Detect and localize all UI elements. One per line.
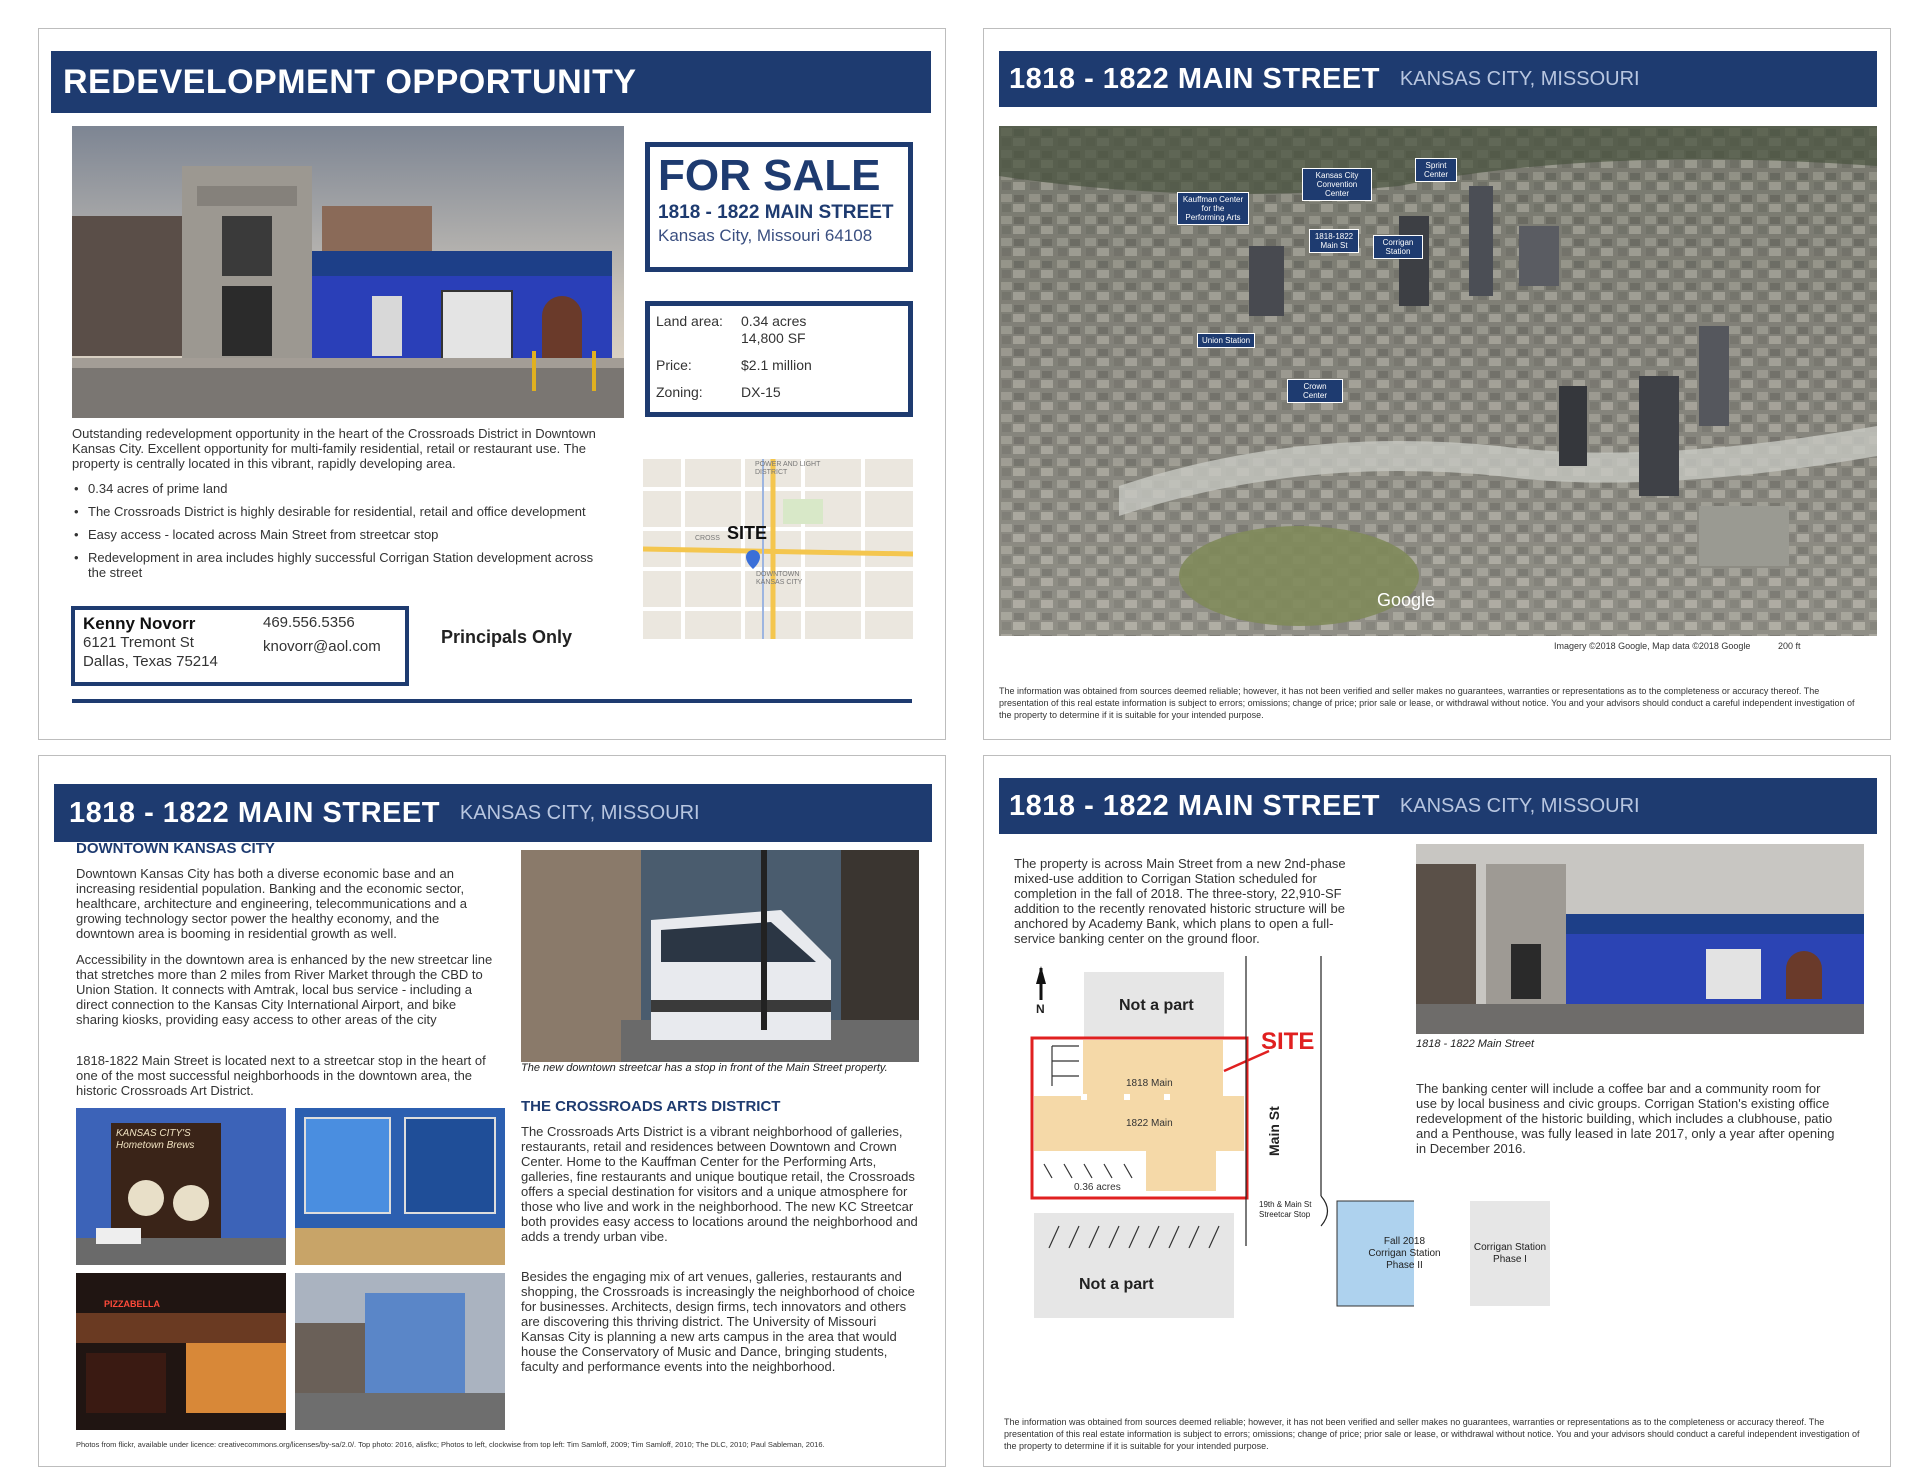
map-site-label: SITE <box>727 523 768 543</box>
callout-site: 1818-1822 Main St <box>1309 229 1359 253</box>
page3-banner-city: KANSAS CITY, MISSOURI <box>459 801 700 824</box>
mural-text: KANSAS CITY'S Hometown Brews <box>116 1128 195 1151</box>
photo-credits: Photos from flickr, available under licence: creativecommons.org/licenses/by-sa/2.0/. Top photo: 2016, alisfkc; Photos to left, clockwise from top left: Tim Samloff, 2009; Tim Samloff, 2010; The DLC, 2010; Paul Sableman, 2016. <box>76 1440 825 1449</box>
location-map <box>643 459 913 639</box>
page2-disclaimer: The information was obtained from sources deemed reliable; however, it has not been verified and seller makes no guarantees, warranties or representations as to the completeness or accuracy thereof. The presentation of this real estate information is subject to errors; omissions; change of price; prior sale or lease, or withdrawal without notice. You and your advisors should conduct a careful independent investigation of the property to determine if it is suitable for your intended purpose. <box>999 686 1855 720</box>
mural-photo <box>76 1108 286 1265</box>
land-area-sf: 14,800 SF <box>741 330 806 346</box>
callout-corrigan: Corrigan Station <box>1373 235 1423 259</box>
crossroads-p1: The Crossroads Arts District is a vibrant neighborhood of galleries, restaurants, retail and residences between Downtown and Crown Center. Home to the Kauffman Center for the Performing Arts, galleries, fine restaurants and unique boutique retail, the Crossroads offers a special destination for visitors and a unique atmosphere for those who live and work in the neighborhood. The new KC Streetcar both provides easy access to locations around the neighborhood and adds a trendy urban vibe. <box>521 1124 918 1244</box>
callout-kauffman: Kauffman Center for the Performing Arts <box>1177 192 1249 225</box>
plan-streetcar-stop: 19th & Main St Streetcar Stop <box>1259 1200 1312 1219</box>
plan-phase1: Corrigan Station Phase I <box>1473 1242 1547 1265</box>
bullet-item: • The Crossroads District is highly desirable for residential, retail and office development <box>72 504 612 519</box>
downtown-heading: DOWNTOWN KANSAS CITY <box>76 840 275 857</box>
contact-phone: 469.556.5356 <box>263 614 355 631</box>
plan-north: N <box>1036 1002 1045 1016</box>
land-area-acres: 0.34 acres <box>741 313 807 329</box>
page3-banner-title: 1818 - 1822 MAIN STREET <box>69 796 440 829</box>
property-photo-caption: 1818 - 1822 Main Street <box>1416 1038 1535 1050</box>
map-label-downtown: DOWNTOWN KANSAS CITY <box>756 571 803 586</box>
imagery-credit: Imagery ©2018 Google, Map data ©2018 Google <box>1554 641 1751 651</box>
page-site-plan <box>983 755 1891 1467</box>
zoning-value: DX-15 <box>741 384 781 400</box>
plan-acres: 0.36 acres <box>1074 1182 1121 1193</box>
page4-intro: The property is across Main Street from a new 2nd-phase mixed-use addition to Corrigan Station scheduled for completion in the fall of 2018. The three-story, 22,910-SF addition to the recently renovated historic structure will be anchored by Academy Bank, which plans to open a full-service banking center on the ground floor. <box>1014 856 1346 946</box>
page1-banner-title: REDEVELOPMENT OPPORTUNITY <box>63 62 637 101</box>
streetcar-photo <box>521 850 919 1062</box>
page-redevelopment <box>38 28 946 740</box>
callout-union-station: Union Station <box>1197 333 1255 348</box>
contact-box <box>71 606 409 686</box>
page3-banner <box>54 784 932 842</box>
page1-bullets <box>72 481 612 588</box>
zoning-label: Zoning: <box>656 384 703 400</box>
for-sale-city: Kansas City, Missouri 64108 <box>658 226 873 245</box>
principals-only: Principals Only <box>441 627 573 647</box>
page4-banner <box>999 778 1877 834</box>
crossroads-p2: Besides the engaging mix of art venues, galleries, restaurants and shopping, the Crossroads is increasingly the neighborhood of choice for businesses. Architects, design firms, tech innovators and others are discovering this thriving district. The University of Missouri Kansas City is planning a new arts campus in the area that would house the Conservatory of Music and Dance, bringing students, faculty and performance events into the neighborhood. <box>521 1269 915 1374</box>
page4-banner-title: 1818 - 1822 MAIN STREET <box>1009 789 1380 822</box>
bullet-item: • Redevelopment in area includes highly successful Corrigan Station development across the street <box>72 550 612 580</box>
contact-name: Kenny Novorr <box>83 614 196 633</box>
page1-rule <box>72 699 912 703</box>
downtown-p1: Downtown Kansas City has both a diverse economic base and an increasing residential population. Banking and the economic sector, healthcare, architecture and engineering, telecommunications and a growing technology sector power the healthy economy, and the downtown area is booming in residential growth as well. <box>76 866 467 941</box>
plan-main-st: Main St <box>1266 1106 1282 1156</box>
price-value: $2.1 million <box>741 357 812 373</box>
for-sale-box <box>645 142 913 272</box>
page4-disclaimer: The information was obtained from sources deemed reliable; however, it has not been verified and seller makes no guarantees, warranties or representations as to the completeness or accuracy thereof. The presentation of this real estate information is subject to errors; omissions; change of price; prior sale or lease, or withdrawal without notice. You and your advisors should conduct a careful independent investigation of the property to determine if it is suitable for your intended purpose. <box>1004 1417 1860 1451</box>
page4-banner-city: KANSAS CITY, MISSOURI <box>1399 794 1640 817</box>
crossroads-heading: THE CROSSROADS ARTS DISTRICT <box>521 1098 781 1115</box>
page-aerial <box>983 28 1891 740</box>
callout-crown-center: Crown Center <box>1287 379 1343 403</box>
building-photo <box>72 126 624 418</box>
page-downtown <box>38 755 946 1467</box>
for-sale-heading: FOR SALE <box>658 151 881 200</box>
plan-phase2: Fall 2018 Corrigan Station Phase II <box>1368 1236 1441 1271</box>
google-watermark: Google <box>1377 590 1436 610</box>
street-mural-photo <box>295 1273 505 1430</box>
aerial-photo <box>999 126 1877 636</box>
contact-email[interactable]: knovorr@aol.com <box>263 638 381 655</box>
page2-banner <box>999 51 1877 107</box>
land-area-label: Land area: <box>656 313 723 329</box>
callout-sprint-center: Sprint Center <box>1415 158 1457 182</box>
downtown-p3: 1818-1822 Main Street is located next to a streetcar stop in the heart of one of the most successful neighborhoods in the downtown area, the historic Crossroads Art District. <box>76 1053 486 1098</box>
streetcar-caption: The new downtown streetcar has a stop in front of the Main Street property. <box>521 1062 888 1074</box>
restaurant-sign: PIZZABELLA <box>104 1299 160 1309</box>
plan-site: SITE <box>1261 1028 1315 1055</box>
page4-banking: The banking center will include a coffee bar and a community room for use by local business and civic groups. Corrigan Station's existing office redevelopment of the historic building, which includes a clubhouse, patio and a Penthouse, was fully leased in late 2017, only a year after opening in December 2016. <box>1416 1081 1835 1156</box>
scale-label: 200 ft <box>1778 641 1801 651</box>
gallery-photo <box>295 1108 505 1265</box>
page2-banner-city: KANSAS CITY, MISSOURI <box>1399 67 1640 90</box>
plan-not-a-part-bottom: Not a part <box>1079 1276 1154 1293</box>
price-label: Price: <box>656 357 692 373</box>
restaurant-photo <box>76 1273 286 1430</box>
plan-not-a-part-top: Not a part <box>1119 997 1194 1014</box>
for-sale-address: 1818 - 1822 MAIN STREET <box>658 202 894 223</box>
property-photo <box>1416 844 1864 1034</box>
map-label-powerlight: POWER AND LIGHT DISTRICT <box>755 461 821 476</box>
site-plan <box>1004 956 1441 1416</box>
facts-box <box>645 301 913 417</box>
bullet-item: • 0.34 acres of prime land <box>72 481 612 496</box>
map-label-cross: CROSS <box>695 535 720 542</box>
bullet-item: • Easy access - located across Main Street from streetcar stop <box>72 527 612 542</box>
plan-1818: 1818 Main <box>1126 1078 1173 1089</box>
downtown-p2: Accessibility in the downtown area is enhanced by the new streetcar line that stretches more than 2 miles from River Market through the CBD to Union Station. It connects with Amtrak, local bus service - including a direct connection to the Kansas City International Airport, and bike sharing kiosks, providing easy access to other areas of the city <box>76 952 493 1027</box>
page2-banner-title: 1818 - 1822 MAIN STREET <box>1009 62 1380 95</box>
callout-convention-center: Kansas City Convention Center <box>1302 168 1372 201</box>
contact-city: Dallas, Texas 75214 <box>83 653 218 670</box>
contact-street: 6121 Tremont St <box>83 634 194 651</box>
plan-1822: 1822 Main <box>1126 1118 1173 1129</box>
page1-intro: Outstanding redevelopment opportunity in the heart of the Crossroads District in Downtown Kansas City. Excellent opportunity for multi-family residential, retail or restaurant use. The property is centrally located in this vibrant, rapidly developing area. <box>72 426 596 471</box>
page1-banner <box>51 51 931 113</box>
